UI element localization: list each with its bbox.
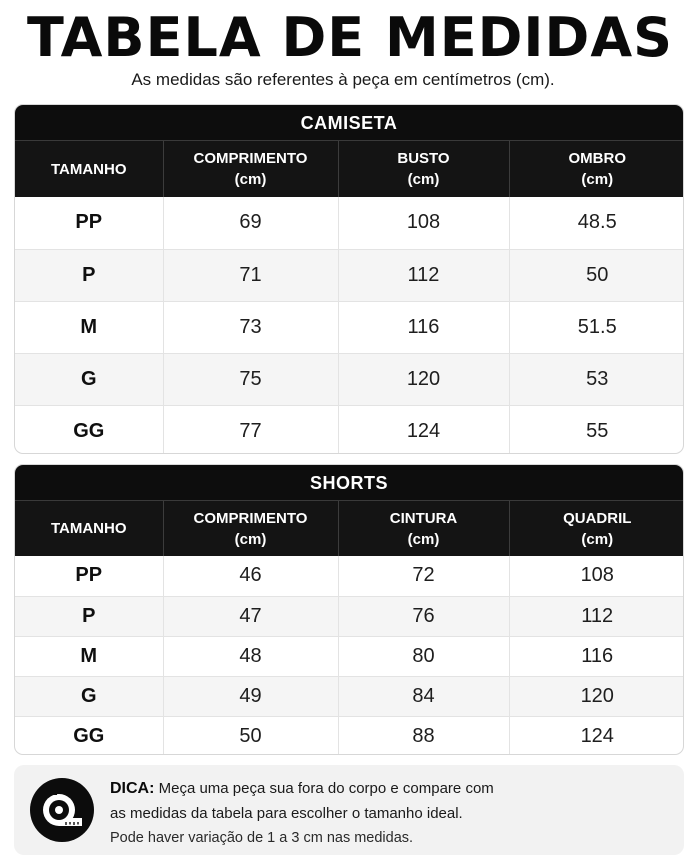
- value-cell: 72: [338, 556, 509, 596]
- table-row: [15, 405, 684, 454]
- column-header: QUADRIL (cm): [509, 501, 684, 556]
- measuring-tape-icon: [30, 778, 94, 842]
- value-cell: 46: [163, 556, 338, 596]
- value-cell: 75: [163, 353, 338, 405]
- size-cell: P: [15, 249, 163, 301]
- size-cell: M: [15, 636, 163, 676]
- table-row: [15, 636, 684, 676]
- shorts-table: [14, 464, 684, 755]
- value-cell: 112: [338, 249, 509, 301]
- size-cell: PP: [75, 564, 103, 587]
- value-cell: 84: [338, 676, 509, 716]
- tip-text: [110, 776, 670, 851]
- table-row: [15, 556, 684, 596]
- column-header: TAMANHO: [15, 501, 163, 556]
- value-cell: 116: [338, 301, 509, 353]
- column-header: COMPRIMENTO (cm): [163, 141, 338, 197]
- table-row: [15, 301, 684, 353]
- value-cell: 124: [509, 716, 684, 755]
- value-cell: 120: [338, 353, 509, 405]
- value-cell: 124: [338, 405, 509, 454]
- value-cell: 108: [509, 556, 684, 596]
- value-cell: 47: [163, 596, 338, 636]
- table-title: CAMISETA: [15, 105, 683, 141]
- tip-line-2: as medidas da tabela para escolher o tamanho ideal.: [110, 805, 463, 822]
- size-cell: GG: [15, 405, 163, 454]
- table-row: [15, 197, 684, 249]
- size-table: [15, 141, 684, 454]
- table-row: [15, 596, 684, 636]
- value-cell: 69: [163, 197, 338, 249]
- table-row: [15, 716, 684, 755]
- column-header: TAMANHO: [15, 141, 163, 197]
- tip-line-1: Meça uma peça sua fora do corpo e compare com: [154, 780, 494, 797]
- value-cell: 50: [509, 249, 684, 301]
- column-header: COMPRIMENTO (cm): [163, 501, 338, 556]
- size-table: [15, 501, 684, 755]
- table-row: [15, 353, 684, 405]
- page-subtitle: As medidas são referentes à peça em centímetros (cm).: [131, 70, 555, 89]
- value-cell: 48: [163, 636, 338, 676]
- column-header: BUSTO (cm): [338, 141, 509, 197]
- camiseta-table: [14, 104, 684, 454]
- page-title: TABELA DE MEDIDAS: [26, 6, 674, 69]
- value-cell: 77: [163, 405, 338, 454]
- table-row: [15, 249, 684, 301]
- header-row: [15, 141, 684, 197]
- value-cell: 49: [163, 676, 338, 716]
- table-row: [15, 676, 684, 716]
- tip-box: [14, 765, 684, 855]
- tip-label: DICA:: [110, 780, 155, 797]
- value-cell: 76: [338, 596, 509, 636]
- value-cell: 120: [509, 676, 684, 716]
- size-cell: G: [15, 353, 163, 405]
- value-cell: 51.5: [509, 301, 684, 353]
- value-cell: 53: [509, 353, 684, 405]
- tip-line-3: Pode haver variação de 1 a 3 cm nas medidas.: [110, 830, 414, 846]
- size-cell: P: [15, 596, 163, 636]
- column-header: CINTURA (cm): [338, 501, 509, 556]
- value-cell: 48.5: [509, 197, 684, 249]
- value-cell: 112: [509, 596, 684, 636]
- value-cell: 116: [509, 636, 684, 676]
- value-cell: 80: [338, 636, 509, 676]
- header-row: [15, 501, 684, 556]
- value-cell: 55: [509, 405, 684, 454]
- size-cell: GG: [15, 716, 163, 755]
- size-cell: PP: [75, 211, 103, 234]
- value-cell: 71: [163, 249, 338, 301]
- column-header: OMBRO (cm): [509, 141, 684, 197]
- value-cell: 50: [163, 716, 338, 755]
- value-cell: 73: [163, 301, 338, 353]
- value-cell: 88: [338, 716, 509, 755]
- value-cell: 108: [338, 197, 509, 249]
- size-cell: G: [15, 676, 163, 716]
- table-title: SHORTS: [15, 465, 683, 501]
- size-cell: M: [15, 301, 163, 353]
